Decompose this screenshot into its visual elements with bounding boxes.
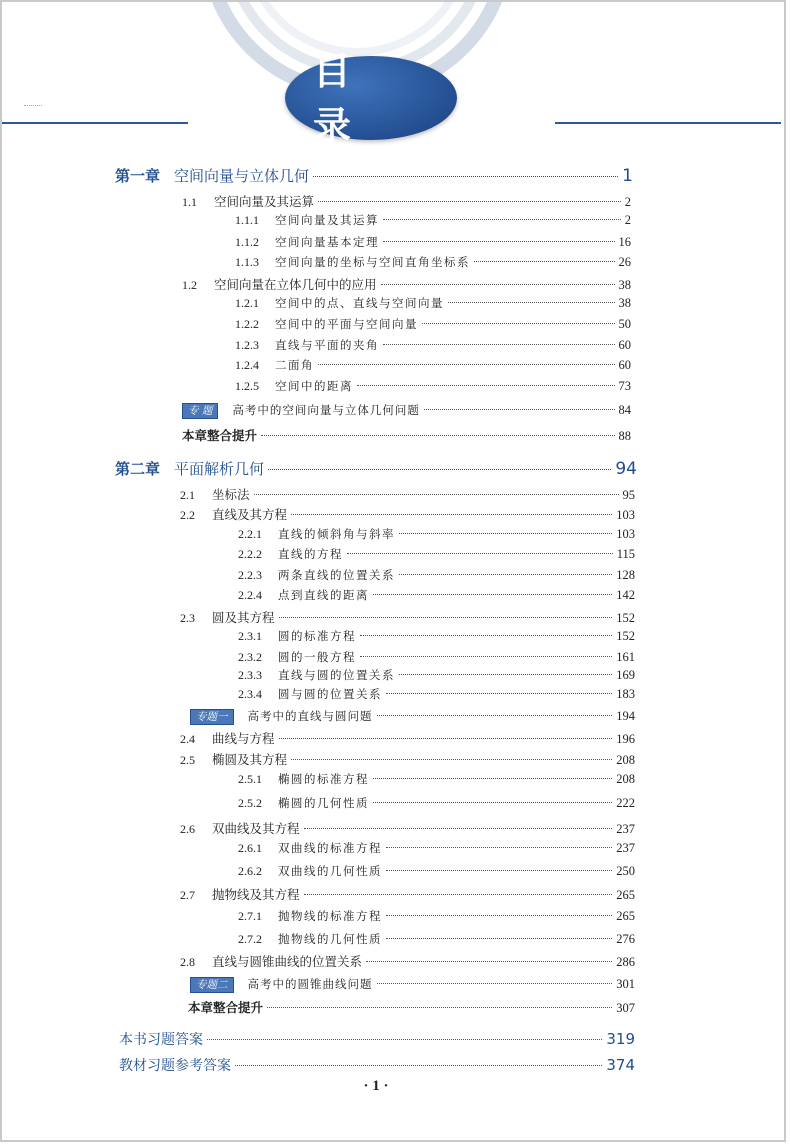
- leader-dots: [279, 617, 613, 618]
- page-number-ref: 103: [616, 527, 635, 541]
- leader-dots: [318, 201, 621, 202]
- page-number-ref: 196: [616, 732, 635, 746]
- page-number-ref: 169: [616, 668, 635, 682]
- section-number: 1.2: [182, 278, 197, 292]
- section-number: 1.1: [182, 195, 197, 209]
- toc-sub-entry[interactable]: [238, 628, 635, 644]
- subsection-title: 圆的一般方程: [278, 650, 356, 664]
- header-rule-left: [2, 122, 188, 124]
- toc-sub-entry[interactable]: [238, 908, 635, 924]
- subsection-number: 2.6.1: [238, 841, 262, 855]
- subsection-number: 2.7.1: [238, 909, 262, 923]
- toc-sub-entry[interactable]: [238, 686, 635, 702]
- toc-topic-entry[interactable]: [182, 402, 631, 419]
- leader-dots: [373, 594, 612, 595]
- scan-mark: [24, 105, 42, 109]
- leader-dots: [383, 219, 621, 220]
- subsection-title: 直线的方程: [278, 547, 343, 561]
- leader-dots: [318, 364, 615, 365]
- page-number-ref: 128: [616, 568, 635, 582]
- toc-sub-entry[interactable]: [238, 931, 635, 947]
- topic-title: 高考中的圆锥曲线问题: [247, 977, 373, 991]
- leader-dots: [313, 176, 618, 177]
- subsection-number: 2.3.4: [238, 687, 262, 701]
- toc-sub-entry[interactable]: [238, 567, 635, 583]
- page-number-ref: 183: [616, 687, 635, 701]
- subsection-title: 抛物线的标准方程: [278, 909, 382, 923]
- page-number-ref: 265: [616, 909, 635, 923]
- toc-sub-entry[interactable]: [238, 667, 635, 683]
- leader-dots: [347, 553, 613, 554]
- leader-dots: [254, 494, 619, 495]
- leader-dots: [357, 385, 615, 386]
- toc-topic-entry[interactable]: [190, 976, 635, 993]
- toc-sub-entry[interactable]: [235, 234, 631, 250]
- subsection-title: 空间中的点、直线与空间向量: [275, 296, 444, 310]
- appendix-title: 教材习题参考答案: [119, 1058, 231, 1074]
- leader-dots: [304, 894, 613, 895]
- page-number-ref: 95: [622, 488, 635, 502]
- page-number-ref: 250: [616, 864, 635, 878]
- topic-badge: 专题一: [190, 709, 234, 725]
- subsection-number: 2.5.1: [238, 772, 262, 786]
- leader-dots: [474, 261, 615, 262]
- toc-summary-entry[interactable]: [182, 426, 631, 444]
- leader-dots: [386, 847, 612, 848]
- page-number-ref: 60: [618, 358, 631, 372]
- page-number-ref: 237: [616, 822, 635, 836]
- subsection-number: 1.1.3: [235, 255, 259, 269]
- page-number-ref: 84: [618, 403, 631, 417]
- leader-dots: [386, 870, 612, 871]
- subsection-title: 圆的标准方程: [278, 629, 356, 643]
- subsection-title: 空间向量基本定理: [275, 235, 379, 249]
- section-title: 圆及其方程: [212, 610, 275, 625]
- page-number-ref: 50: [618, 317, 631, 331]
- leader-dots: [383, 344, 615, 345]
- page-number-ref: 115: [616, 547, 635, 561]
- toc-sub-entry[interactable]: [238, 546, 635, 562]
- toc-sub-entry[interactable]: [238, 863, 635, 879]
- subsection-number: 1.1.1: [235, 213, 259, 227]
- subsection-number: 1.2.3: [235, 338, 259, 352]
- toc-sec-entry[interactable]: [182, 192, 631, 210]
- subsection-number: 1.2.1: [235, 296, 259, 310]
- leader-dots: [207, 1039, 602, 1040]
- page-number-ref: 307: [616, 1001, 635, 1015]
- toc-sub-entry[interactable]: [235, 316, 631, 332]
- section-number: 2.1: [180, 488, 195, 502]
- toc-sec-entry[interactable]: [180, 885, 635, 903]
- page-number-ref: 103: [616, 508, 635, 522]
- page-number-ref: 208: [616, 753, 635, 767]
- leader-dots: [304, 828, 613, 829]
- toc-sub-entry[interactable]: [238, 526, 635, 542]
- subsection-number: 2.6.2: [238, 864, 262, 878]
- page-number-ref: 88: [618, 429, 631, 443]
- leader-dots: [399, 574, 612, 575]
- leader-dots: [291, 514, 612, 515]
- section-number: 2.8: [180, 955, 195, 969]
- toc-sec-entry[interactable]: [180, 505, 635, 523]
- section-title: 双曲线及其方程: [212, 821, 300, 836]
- leader-dots: [383, 241, 615, 242]
- chapter-label: 第二章: [115, 460, 161, 478]
- page-number-ref: 319: [606, 1030, 635, 1048]
- chapter-label: 第一章: [115, 167, 161, 185]
- subsection-title: 空间向量及其运算: [275, 213, 379, 227]
- subsection-number: 1.2.2: [235, 317, 259, 331]
- section-number: 2.4: [180, 732, 195, 746]
- section-number: 2.5: [180, 753, 195, 767]
- section-title: 直线与圆锥曲线的位置关系: [212, 954, 363, 969]
- subsection-title: 椭圆的标准方程: [278, 772, 369, 786]
- page-number-ref: 2: [624, 213, 631, 227]
- page-number-ref: 265: [616, 888, 635, 902]
- subsection-title: 两条直线的位置关系: [278, 568, 395, 582]
- subsection-number: 2.2.4: [238, 588, 262, 602]
- page-number-ref: 2: [624, 195, 631, 209]
- leader-dots: [399, 533, 612, 534]
- subsection-title: 空间中的平面与空间向量: [275, 317, 418, 331]
- leader-dots: [399, 674, 612, 675]
- page-number-ref: 16: [618, 235, 631, 249]
- toc-sec-entry[interactable]: [180, 729, 635, 747]
- leader-dots: [279, 738, 613, 739]
- toc-sub-entry[interactable]: [238, 771, 635, 787]
- section-number: 2.2: [180, 508, 195, 522]
- page-title: 目 录: [313, 49, 380, 148]
- subsection-title: 空间向量的坐标与空间直角坐标系: [275, 255, 470, 269]
- leader-dots: [267, 1007, 612, 1008]
- toc-sub-entry[interactable]: [235, 254, 631, 270]
- section-title: 空间向量及其运算: [214, 194, 315, 209]
- subsection-title: 双曲线的几何性质: [278, 864, 382, 878]
- page-number-ref: 38: [618, 296, 631, 310]
- leader-dots: [424, 409, 615, 410]
- topic-badge: 专 题: [182, 403, 218, 419]
- subsection-number: 2.5.2: [238, 796, 262, 810]
- subsection-number: 2.3.3: [238, 668, 262, 682]
- leader-dots: [373, 802, 612, 803]
- section-title: 抛物线及其方程: [212, 887, 300, 902]
- summary-title: 本章整合提升: [188, 1000, 264, 1015]
- leader-dots: [386, 915, 612, 916]
- page-number-ref: 374: [606, 1056, 635, 1074]
- page-number-ref: 208: [616, 772, 635, 786]
- subsection-title: 空间中的距离: [275, 379, 353, 393]
- toc-sec-entry[interactable]: [180, 750, 635, 768]
- leader-dots: [422, 323, 615, 324]
- leader-dots: [261, 435, 614, 436]
- toc-sec-entry[interactable]: [182, 275, 631, 293]
- summary-title: 本章整合提升: [182, 428, 258, 443]
- topic-title: 高考中的直线与圆问题: [247, 709, 373, 723]
- appendix-entry[interactable]: [119, 1055, 635, 1075]
- section-title: 椭圆及其方程: [212, 752, 288, 767]
- leader-dots: [360, 635, 612, 636]
- page-number-ref: 73: [618, 379, 631, 393]
- subsection-number: 1.1.2: [235, 235, 259, 249]
- leader-dots: [386, 693, 612, 694]
- page-number-ref: 1: [622, 166, 633, 186]
- subsection-title: 直线与平面的夹角: [275, 338, 379, 352]
- subsection-title: 直线与圆的位置关系: [278, 668, 395, 682]
- page-number-ref: 152: [616, 629, 635, 643]
- subsection-number: 1.2.4: [235, 358, 259, 372]
- toc-sec-entry[interactable]: [180, 608, 635, 626]
- subsection-title: 直线的倾斜角与斜率: [278, 527, 395, 541]
- topic-badge: 专题二: [190, 977, 234, 993]
- topic-title: 高考中的空间向量与立体几何问题: [232, 403, 420, 417]
- page-number-ref: 94: [615, 459, 637, 479]
- leader-dots: [235, 1065, 602, 1066]
- chapter-entry[interactable]: [115, 458, 637, 479]
- page-number-ref: 60: [618, 338, 631, 352]
- subsection-number: 2.7.2: [238, 932, 262, 946]
- subsection-title: 双曲线的标准方程: [278, 841, 382, 855]
- page-number-ref: 26: [618, 255, 631, 269]
- leader-dots: [381, 284, 615, 285]
- toc-sec-entry[interactable]: [180, 819, 635, 837]
- leader-dots: [448, 302, 615, 303]
- toc-sub-entry[interactable]: [235, 295, 631, 311]
- toc-sec-entry[interactable]: [180, 485, 635, 503]
- subsection-title: 点到直线的距离: [278, 588, 369, 602]
- page-number-ref: 161: [616, 650, 635, 664]
- subsection-number: 2.2.3: [238, 568, 262, 582]
- page-number-ref: 301: [616, 977, 635, 991]
- title-badge: [285, 49, 457, 148]
- page-number-ref: 237: [616, 841, 635, 855]
- subsection-title: 二面角: [275, 358, 314, 372]
- leader-dots: [373, 778, 612, 779]
- section-number: 2.3: [180, 611, 195, 625]
- leader-dots: [291, 759, 612, 760]
- section-title: 曲线与方程: [212, 731, 275, 746]
- page-number-ref: 194: [616, 709, 635, 723]
- toc-sub-entry[interactable]: [235, 378, 631, 394]
- header-rule-right: [555, 122, 781, 124]
- section-title: 坐标法: [212, 487, 250, 502]
- toc-sub-entry[interactable]: [238, 649, 635, 665]
- section-number: 2.6: [180, 822, 195, 836]
- subsection-title: 抛物线的几何性质: [278, 932, 382, 946]
- page-number: · 1 ·: [363, 1078, 389, 1094]
- page-number-ref: 276: [616, 932, 635, 946]
- appendix-entry[interactable]: [119, 1029, 635, 1049]
- page-number-ref: 222: [616, 796, 635, 810]
- subsection-number: 2.2.2: [238, 547, 262, 561]
- appendix-title: 本书习题答案: [119, 1032, 203, 1048]
- leader-dots: [386, 938, 612, 939]
- section-title: 直线及其方程: [212, 507, 288, 522]
- toc-sub-entry[interactable]: [238, 795, 635, 811]
- leader-dots: [360, 656, 612, 657]
- page-number-ref: 142: [616, 588, 635, 602]
- page-number-ref: 38: [618, 278, 631, 292]
- page-number-ref: 152: [616, 611, 635, 625]
- leader-dots: [377, 983, 613, 984]
- toc-sub-entry[interactable]: [235, 357, 631, 373]
- leader-dots: [377, 715, 613, 716]
- section-title: 空间向量在立体几何中的应用: [214, 277, 377, 292]
- subsection-number: 2.3.1: [238, 629, 262, 643]
- toc-sub-entry[interactable]: [235, 337, 631, 353]
- subsection-number: 2.2.1: [238, 527, 262, 541]
- chapter-title: 平面解析几何: [174, 460, 265, 478]
- subsection-title: 椭圆的几何性质: [278, 796, 369, 810]
- section-number: 2.7: [180, 888, 195, 902]
- subsection-number: 2.3.2: [238, 650, 262, 664]
- toc-sub-entry[interactable]: [238, 587, 635, 603]
- leader-dots: [366, 961, 612, 962]
- subsection-title: 圆与圆的位置关系: [278, 687, 382, 701]
- page-number-ref: 286: [616, 955, 635, 969]
- chapter-entry[interactable]: [115, 165, 633, 186]
- toc-sub-entry[interactable]: [238, 840, 635, 856]
- chapter-title: 空间向量与立体几何: [174, 167, 310, 185]
- toc-topic-entry[interactable]: [190, 708, 635, 725]
- leader-dots: [268, 469, 611, 470]
- toc-summary-entry[interactable]: [188, 998, 635, 1016]
- toc-sec-entry[interactable]: [180, 952, 635, 970]
- subsection-number: 1.2.5: [235, 379, 259, 393]
- toc-sub-entry[interactable]: [235, 212, 631, 228]
